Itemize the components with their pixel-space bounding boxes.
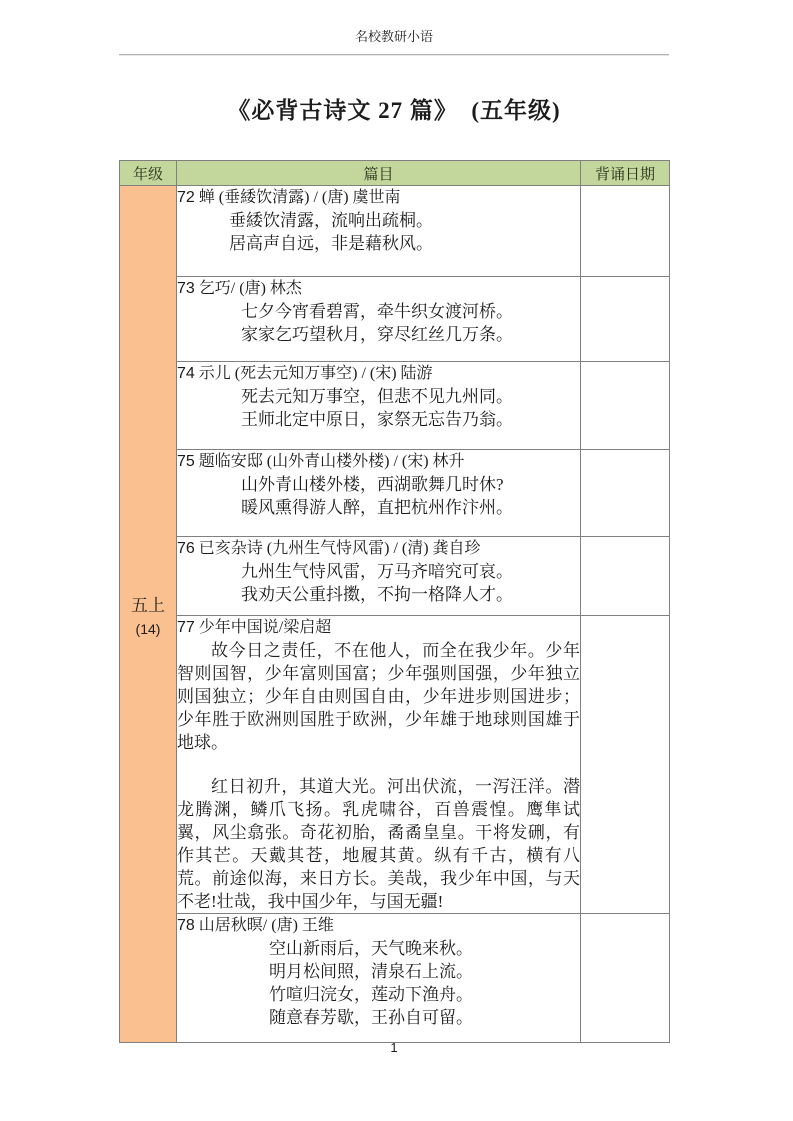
poem-number: 75 <box>177 453 195 470</box>
poem-title <box>177 450 580 473</box>
table-row <box>120 186 670 277</box>
prose-number: 77 <box>177 619 195 636</box>
poem-cell-72 <box>177 186 581 277</box>
poem-number: 74 <box>177 365 195 382</box>
recite-date-cell <box>581 616 670 914</box>
recite-date-cell <box>581 362 670 450</box>
table-row <box>120 616 670 914</box>
poem-line: 暖风熏得游人醉，直把杭州作汴州。 <box>241 498 513 517</box>
table-row <box>120 450 670 537</box>
poem-cell-75 <box>177 450 581 537</box>
prose-cell-77 <box>177 616 581 914</box>
poem-title <box>177 277 580 300</box>
poem-line: 居高声自远，非是藉秋风。 <box>229 234 433 253</box>
recite-date-cell <box>581 914 670 1043</box>
running-header: 名校教研小语 <box>119 26 669 55</box>
grade-count: (14) <box>135 621 161 637</box>
poem-line: 垂緌饮清露，流响出疏桐。 <box>229 211 433 230</box>
poem-line: 七夕今宵看碧霄，牵牛织女渡河桥。 <box>241 302 513 321</box>
poem-title <box>177 914 580 937</box>
poem-line: 家家乞巧望秋月，穿尽红丝几万条。 <box>241 325 513 344</box>
column-header-titles: 篇目 <box>177 161 581 186</box>
poem-title-text: 题临安邸 (山外青山楼外楼) / (宋) 林升 <box>198 453 465 470</box>
poem-cell-78 <box>177 914 581 1043</box>
poem-line: 我劝天公重抖擞，不拘一格降人才。 <box>241 585 513 604</box>
poem-title-text: 示儿 (死去元知万事空) / (宋) 陆游 <box>198 365 433 382</box>
poem-line: 死去元知万事空，但悲不见九州同。 <box>241 387 513 406</box>
column-header-recite-date: 背诵日期 <box>581 161 670 186</box>
prose-paragraph: 红日初升，其道大光。河出伏流，一泻汪洋。潜龙腾渊，鳞爪飞扬。乳虎啸谷，百兽震惶。鹰隼试翼，风尘翕张。奇花初胎，矞矞皇皇。干将发硎，有作其芒。天戴其苍，地履其黄。纵有千古，横有八荒。前途似海，来日方长。美哉，我少年中国，与天不老!壮哉，我中国少年，与国无疆! <box>177 777 580 911</box>
poem-title <box>177 537 580 560</box>
poem-title <box>177 362 580 385</box>
poem-title-text: 山居秋暝/ (唐) 王维 <box>198 917 334 934</box>
poem-title-text: 已亥杂诗 (九州生气恃风雷) / (清) 龚自珍 <box>198 540 481 557</box>
prose-body <box>177 639 580 913</box>
prose-title <box>177 616 580 639</box>
table-row <box>120 914 670 1043</box>
poem-line: 随意春芳歇，王孙自可留。 <box>269 1008 473 1027</box>
poem-line: 九州生气恃风雷，万马齐喑究可哀。 <box>241 562 513 581</box>
recite-date-cell <box>581 450 670 537</box>
prose-paragraph: 故今日之责任，不在他人，而全在我少年。少年智则国智，少年富则国富；少年强则国强，少年独立则国独立；少年自由则国自由，少年进步则国进步；少年胜于欧洲则国胜于欧洲，少年雄于地球则国雄于地球。 <box>177 641 580 752</box>
poem-line: 王师北定中原日，家祭无忘告乃翁。 <box>241 410 513 429</box>
poem-number: 73 <box>177 280 195 297</box>
poem-title-text: 蝉 (垂緌饮清露) / (唐) 虞世南 <box>198 189 401 206</box>
grade-label: 五上 <box>131 596 165 615</box>
poem-cell-76 <box>177 537 581 616</box>
page-title: 《必背古诗文 27 篇》 (五年级) <box>227 98 561 123</box>
recite-date-cell <box>581 186 670 277</box>
table-header-row <box>120 161 670 186</box>
poem-title-text: 乞巧/ (唐) 林杰 <box>198 280 302 297</box>
table-row <box>120 537 670 616</box>
table-row <box>120 277 670 362</box>
poems-table <box>119 160 670 1043</box>
poem-cell-73 <box>177 277 581 362</box>
prose-title-text: 少年中国说/梁启超 <box>198 619 332 636</box>
poem-number: 72 <box>177 189 195 206</box>
grade-cell <box>120 186 177 1043</box>
poem-line: 竹喧归浣女，莲动下渔舟。 <box>269 985 473 1004</box>
poem-line: 明月松间照，清泉石上流。 <box>269 962 473 981</box>
poem-cell-74 <box>177 362 581 450</box>
table-row <box>120 362 670 450</box>
poem-number: 76 <box>177 540 195 557</box>
poem-title <box>177 186 580 209</box>
poem-line: 山外青山楼外楼，西湖歌舞几时休? <box>241 475 504 494</box>
column-header-grade: 年级 <box>120 161 177 186</box>
recite-date-cell <box>581 277 670 362</box>
page-number: 1 <box>390 1040 398 1055</box>
poem-number: 78 <box>177 917 195 934</box>
poem-line: 空山新雨后，天气晚来秋。 <box>269 939 473 958</box>
recite-date-cell <box>581 537 670 616</box>
